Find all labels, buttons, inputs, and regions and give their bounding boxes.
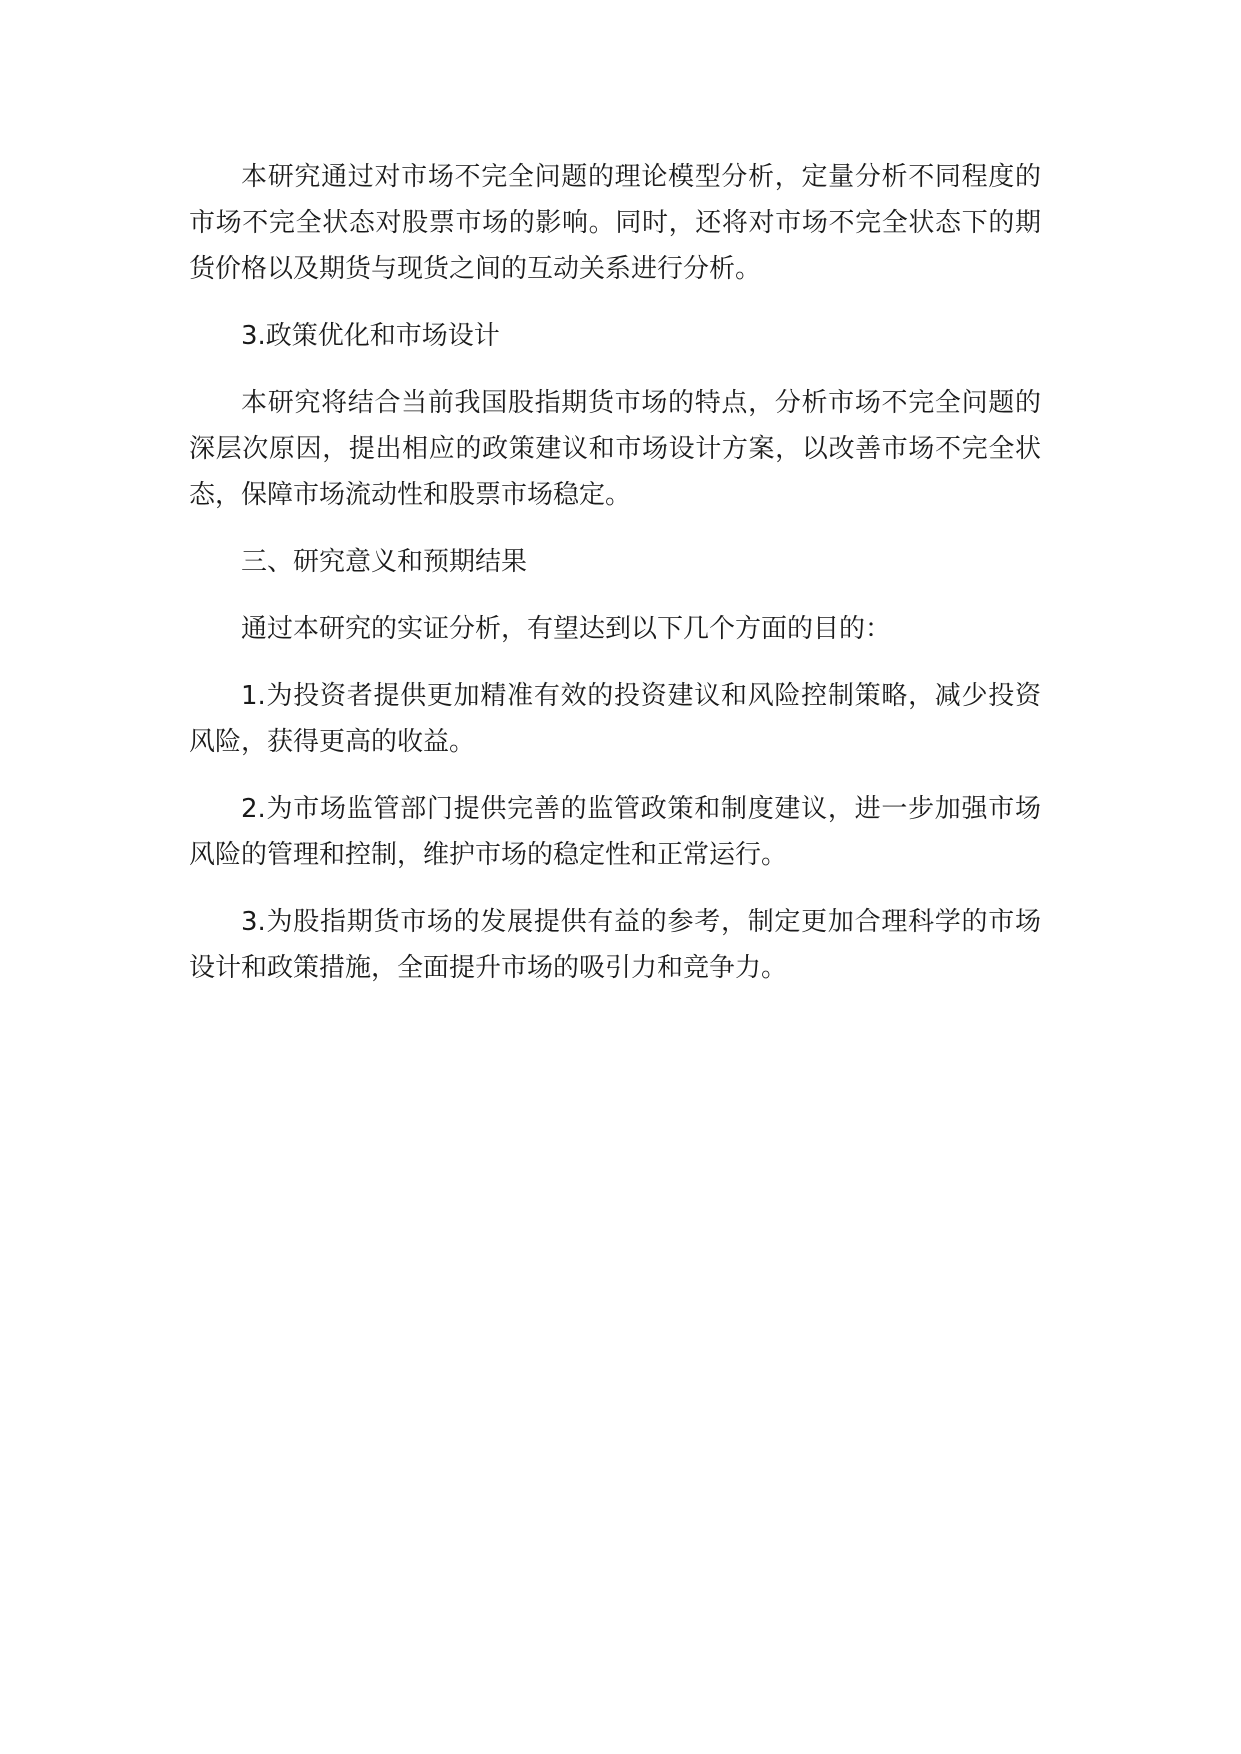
heading-significance-results: 三、研究意义和预期结果 xyxy=(241,547,528,577)
list-item-regulators: 2.为市场监管部门提供完善的监管政策和制度建议，进一步加强市场风险的管理和控制，维护市场的稳定性和正常运行。 xyxy=(189,794,1041,870)
document-body xyxy=(189,154,1041,1012)
heading-policy-optimization: 3.政策优化和市场设计 xyxy=(241,321,500,351)
list-item-investors: 1.为投资者提供更加精准有效的投资建议和风险控制策略，减少投资风险，获得更高的收益。 xyxy=(189,681,1041,757)
paragraph-analysis-method: 本研究通过对市场不完全问题的理论模型分析，定量分析不同程度的市场不完全状态对股票市场的影响。同时，还将对市场不完全状态下的期货价格以及期货与现货之间的互动关系进行分析。 xyxy=(189,162,1041,284)
paragraph-objectives-intro: 通过本研究的实证分析，有望达到以下几个方面的目的： xyxy=(241,614,892,644)
list-item-market-development: 3.为股指期货市场的发展提供有益的参考，制定更加合理科学的市场设计和政策措施，全面提升市场的吸引力和竞争力。 xyxy=(189,907,1041,983)
paragraph-policy-design: 本研究将结合当前我国股指期货市场的特点，分析市场不完全问题的深层次原因，提出相应的政策建议和市场设计方案，以改善市场不完全状态，保障市场流动性和股票市场稳定。 xyxy=(189,388,1041,510)
